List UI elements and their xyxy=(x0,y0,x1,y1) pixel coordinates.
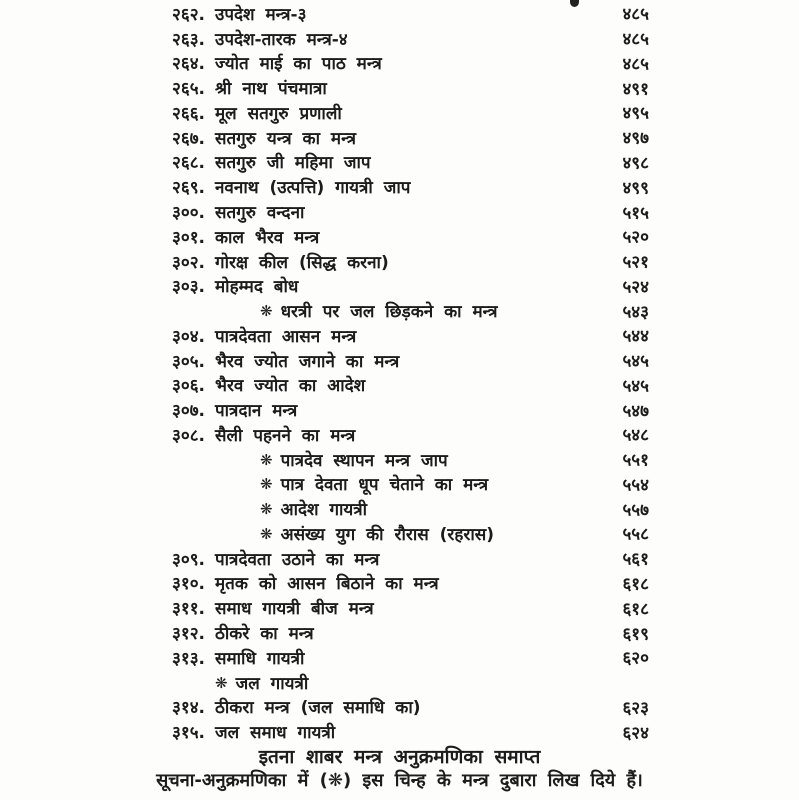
toc-row xyxy=(0,447,799,472)
toc-row xyxy=(0,719,799,744)
flower-asterisk-icon: ❋ xyxy=(260,450,273,469)
toc-row-serial: ३०२. xyxy=(172,252,205,273)
toc-row-title: काल भैरव मन्त्र xyxy=(215,227,320,248)
toc-row-title: मृतक को आसन बिठाने का मन्त्र xyxy=(215,574,439,595)
toc-row-serial: ३१४. xyxy=(172,698,205,719)
toc-row xyxy=(0,298,799,323)
toc-row-title: ❋ पात्रदेव स्थापन मन्त्र जाप xyxy=(260,450,448,471)
toc-row-serial: ३०५. xyxy=(172,351,205,372)
toc-row-page-number: ५४४ xyxy=(622,326,649,347)
toc-end-note: इतना शाबर मन्त्र अनुक्रमणिका समाप्त xyxy=(258,746,541,768)
toc-row-page-number: ६२३ xyxy=(622,698,649,719)
toc-row-page-number: ४९८ xyxy=(622,153,649,174)
toc-row-serial: २६९. xyxy=(172,178,205,199)
toc-row xyxy=(0,1,799,26)
toc-row xyxy=(0,125,799,150)
toc-row-title: समाधि गायत्री xyxy=(215,648,305,669)
toc-row-title: पात्रदेवता उठाने का मन्त्र xyxy=(215,549,380,570)
toc-row-page-number: ६२४ xyxy=(622,723,649,744)
toc-row-page-number: ५२१ xyxy=(622,252,649,273)
toc-row-serial: ३१३. xyxy=(172,648,205,669)
toc-row-title: सैली पहनने का मन्त्र xyxy=(215,425,356,446)
toc-row-page-number: ५४५ xyxy=(622,351,649,372)
toc-row-page-number: ५४७ xyxy=(622,401,649,422)
toc-row xyxy=(0,521,799,546)
toc-row xyxy=(0,150,799,175)
toc-row-title: ठीकरा मन्त्र (जल समाधि का) xyxy=(215,698,421,719)
toc-row xyxy=(0,472,799,497)
toc-row-title: श्री नाथ पंचमात्रा xyxy=(215,79,327,100)
toc-row-title: सतगुरु यन्त्र का मन्त्र xyxy=(215,128,356,149)
toc-row xyxy=(0,75,799,100)
toc-row xyxy=(0,694,799,719)
toc-row xyxy=(0,199,799,224)
toc-row-title: भैरव ज्योत का आदेश xyxy=(215,376,366,397)
toc-row xyxy=(0,26,799,51)
toc-row-serial: ३०३. xyxy=(172,277,205,298)
toc-row-page-number: ५२० xyxy=(622,227,649,248)
toc-row-page-number: ५५१ xyxy=(622,450,649,471)
toc-row xyxy=(0,224,799,249)
toc-row-title: सतगुरु वन्दना xyxy=(215,203,305,223)
toc-row xyxy=(0,620,799,645)
toc-row-title: उपदेश मन्त्र-३ xyxy=(215,4,307,25)
toc-row-title: सतगुरु जी महिमा जाप xyxy=(215,153,371,174)
toc-row-page-number: ४८५ xyxy=(622,29,649,50)
toc-row xyxy=(0,100,799,125)
toc-row xyxy=(0,174,799,199)
toc-row-page-number: ५१५ xyxy=(622,203,649,223)
toc-row-title: नवनाथ (उत्पत्ति) गायत्री जाप xyxy=(215,178,411,199)
toc-row xyxy=(0,595,799,620)
flower-asterisk-icon: ❋ xyxy=(260,500,273,519)
toc-row-title: ठीकरे का मन्त्र xyxy=(215,624,314,645)
toc-row-page-number: ४८५ xyxy=(622,54,649,75)
toc-row-page-number: ६१९ xyxy=(622,624,649,645)
toc-row-serial: २६२. xyxy=(172,4,205,25)
toc-row-title: ❋ धरत्री पर जल छिड़कने का मन्त्र xyxy=(260,302,498,323)
toc-row-serial: ३०७. xyxy=(172,401,205,422)
toc-row xyxy=(0,645,799,670)
flower-asterisk-icon: ❋ xyxy=(215,673,228,692)
toc-row-title: मूल सतगुरु प्रणाली xyxy=(215,103,342,124)
toc-row-title: ❋ पात्र देवता धूप चेताने का मन्त्र xyxy=(260,475,489,496)
toc-row xyxy=(0,571,799,596)
toc-row xyxy=(0,51,799,76)
toc-row xyxy=(0,670,799,695)
toc-row-serial: ३१०. xyxy=(172,574,205,595)
toc-row-serial: ३११. xyxy=(172,599,205,620)
flower-asterisk-icon: ❋ xyxy=(260,302,273,321)
toc-row-serial: ३१२. xyxy=(172,624,205,645)
toc-row-serial: ३०४. xyxy=(172,326,205,347)
toc-row-serial: २६५. xyxy=(172,79,205,100)
toc-row-page-number: ४९९ xyxy=(622,178,649,199)
toc-row xyxy=(0,249,799,274)
toc-row-page-number: ५४५ xyxy=(622,376,649,397)
toc-row-page-number: ५५७ xyxy=(622,500,649,521)
toc-row-serial: ३०८. xyxy=(172,425,205,446)
toc-row-page-number: ४९१ xyxy=(622,79,649,100)
toc-row-page-number: ५४३ xyxy=(622,302,649,323)
toc-row-serial: २६३. xyxy=(172,29,205,50)
toc-list xyxy=(0,1,799,744)
toc-row-title: ❋ जल गायत्री xyxy=(215,673,309,694)
toc-row-page-number: ४९७ xyxy=(622,128,649,149)
toc-row-serial: ३०१. xyxy=(172,227,205,248)
toc-row-page-number: ५५४ xyxy=(622,475,649,496)
toc-row-serial: ३०९. xyxy=(172,549,205,570)
toc-row-serial: ३००. xyxy=(172,203,205,223)
flag-explanation-note: सूचना-अनुक्रमणिका में (❋) इस चिन्ह के मन्त्र दुबारा लिख दिये हैं। xyxy=(156,770,643,791)
toc-row-serial: २६८. xyxy=(172,153,205,174)
toc-row-serial: २६६. xyxy=(172,103,205,124)
toc-row-page-number: ६२० xyxy=(622,648,649,669)
toc-row-page-number: ५६१ xyxy=(622,549,649,570)
toc-row xyxy=(0,372,799,397)
toc-row-title: मोहम्मद बोध xyxy=(215,277,299,298)
toc-row-page-number: ५४८ xyxy=(622,425,649,446)
toc-row-serial: ३०६. xyxy=(172,376,205,397)
flower-asterisk-icon: ❋ xyxy=(260,524,273,543)
toc-row-page-number: ६१८ xyxy=(622,599,649,620)
toc-row-title: जल समाध गायत्री xyxy=(215,723,336,744)
toc-row xyxy=(0,323,799,348)
toc-row-title: समाध गायत्री बीज मन्त्र xyxy=(215,599,374,620)
toc-row-serial: २६७. xyxy=(172,128,205,149)
toc-row-title: भैरव ज्योत जगाने का मन्त्र xyxy=(215,351,400,372)
toc-row-title: पात्रदान मन्त्र xyxy=(215,401,298,422)
toc-row-page-number: ५५८ xyxy=(622,524,649,545)
flower-asterisk-icon: ❋ xyxy=(260,475,273,494)
toc-row-page-number: ५२४ xyxy=(622,277,649,298)
toc-row xyxy=(0,422,799,447)
toc-row xyxy=(0,348,799,373)
toc-row xyxy=(0,397,799,422)
toc-row xyxy=(0,273,799,298)
toc-row-title: ❋ असंख्य युग की रौरास (रहरास) xyxy=(260,524,494,545)
toc-row xyxy=(0,496,799,521)
toc-row-title: उपदेश-तारक मन्त्र-४ xyxy=(215,29,348,50)
toc-row xyxy=(0,546,799,571)
toc-row-title: ज्योत माई का पाठ मन्त्र xyxy=(215,54,382,75)
toc-row-title: पात्रदेवता आसन मन्त्र xyxy=(215,326,357,347)
toc-row-page-number: ४८५ xyxy=(622,4,649,25)
toc-row-page-number: ४९५ xyxy=(622,103,649,124)
toc-row-page-number: ६१८ xyxy=(622,574,649,595)
toc-row-title: ❋ आदेश गायत्री xyxy=(260,500,368,521)
toc-row-serial: ३१५. xyxy=(172,723,205,744)
toc-row-title: गोरक्ष कील (सिद्ध करना) xyxy=(215,252,389,273)
toc-row-serial: २६४. xyxy=(172,54,205,75)
